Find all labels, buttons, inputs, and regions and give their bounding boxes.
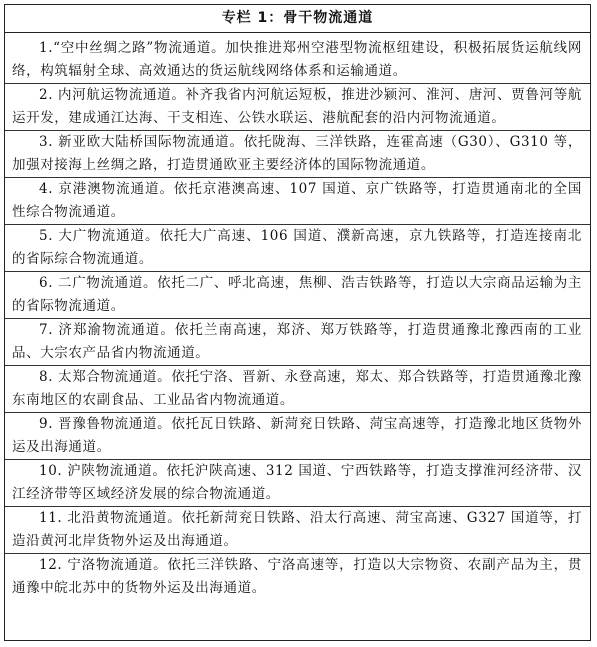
list-item-text: 11. 北沿黄物流通道。依托新菏兖日铁路、沿太行高速、菏宝高速、G327 国道等，打造沿黄河北岸货物外运及出海通道。 <box>12 510 582 549</box>
list-item-text: 5. 大广物流通道。依托大广高速、106 国道、濮新高速，京九铁路等，打造连接南北的省际综合物流通道。 <box>12 228 582 267</box>
sidebar-box <box>4 4 591 641</box>
list-item <box>5 131 590 178</box>
list-item-text: 4. 京港澳物流通道。依托京港澳高速、107 国道、京广铁路等，打造贯通南北的全国性综合物流通道。 <box>12 181 582 220</box>
list-item-text: 9. 晋豫鲁物流通道。依托瓦日铁路、新菏兖日铁路、菏宝高速等，打造豫北地区货物外运及出海通道。 <box>12 416 582 455</box>
list-item-text: 3. 新亚欧大陆桥国际物流通道。依托陇海、三洋铁路，连霍高速（G30）、G310 等，加强对接海上丝绸之路，打造贯通欧亚主要经济体的国际物流通道。 <box>12 134 582 173</box>
list-item <box>5 554 590 601</box>
list-item <box>5 507 590 554</box>
list-item <box>5 460 590 507</box>
list-item <box>5 272 590 319</box>
list-item-text: 7. 济郑渝物流通道。依托兰南高速，郑济、郑万铁路等，打造贯通豫北豫西南的工业品、大宗农产品省内物流通道。 <box>12 322 582 361</box>
list-item-text: 12. 宁洛物流通道。依托三洋铁路、宁洛高速等，打造以大宗物资、农副产品为主，贯通豫中皖北苏中的货物外运及出海通道。 <box>12 557 582 596</box>
list-item <box>5 84 590 131</box>
list-item-text: 2. 内河航运物流通道。补齐我省内河航运短板，推进沙颍河、淮河、唐河、贾鲁河等航运开发，建成通江达海、干支相连、公铁水联运、港航配套的沿内河物流通道。 <box>12 87 582 126</box>
list-item <box>5 319 590 366</box>
list-item-text: 10. 沪陕物流通道。依托沪陕高速、312 国道、宁西铁路等，打造支撑淮河经济带、汉江经济带等区域经济发展的综合物流通道。 <box>12 463 582 502</box>
corridor-list <box>5 33 590 601</box>
list-item-text: 8. 太郑合物流通道。依托宁洛、晋新、永登高速，郑太、郑合铁路等，打造贯通豫北豫东南地区的农副食品、工业品省内物流通道。 <box>12 369 582 408</box>
list-item <box>5 37 590 84</box>
list-item <box>5 366 590 413</box>
list-item <box>5 178 590 225</box>
list-item <box>5 225 590 272</box>
box-title: 专栏 1：骨干物流通道 <box>5 5 590 33</box>
list-item-text: 1.“空中丝绸之路”物流通道。加快推进郑州空港型物流枢纽建设，积极拓展货运航线网络，构筑辐射全球、高效通达的货运航线网络体系和运输通道。 <box>12 40 582 79</box>
list-item <box>5 413 590 460</box>
list-item-text: 6. 二广物流通道。依托二广、呼北高速，焦柳、浩吉铁路等，打造以大宗商品运输为主的省际物流通道。 <box>12 275 582 314</box>
